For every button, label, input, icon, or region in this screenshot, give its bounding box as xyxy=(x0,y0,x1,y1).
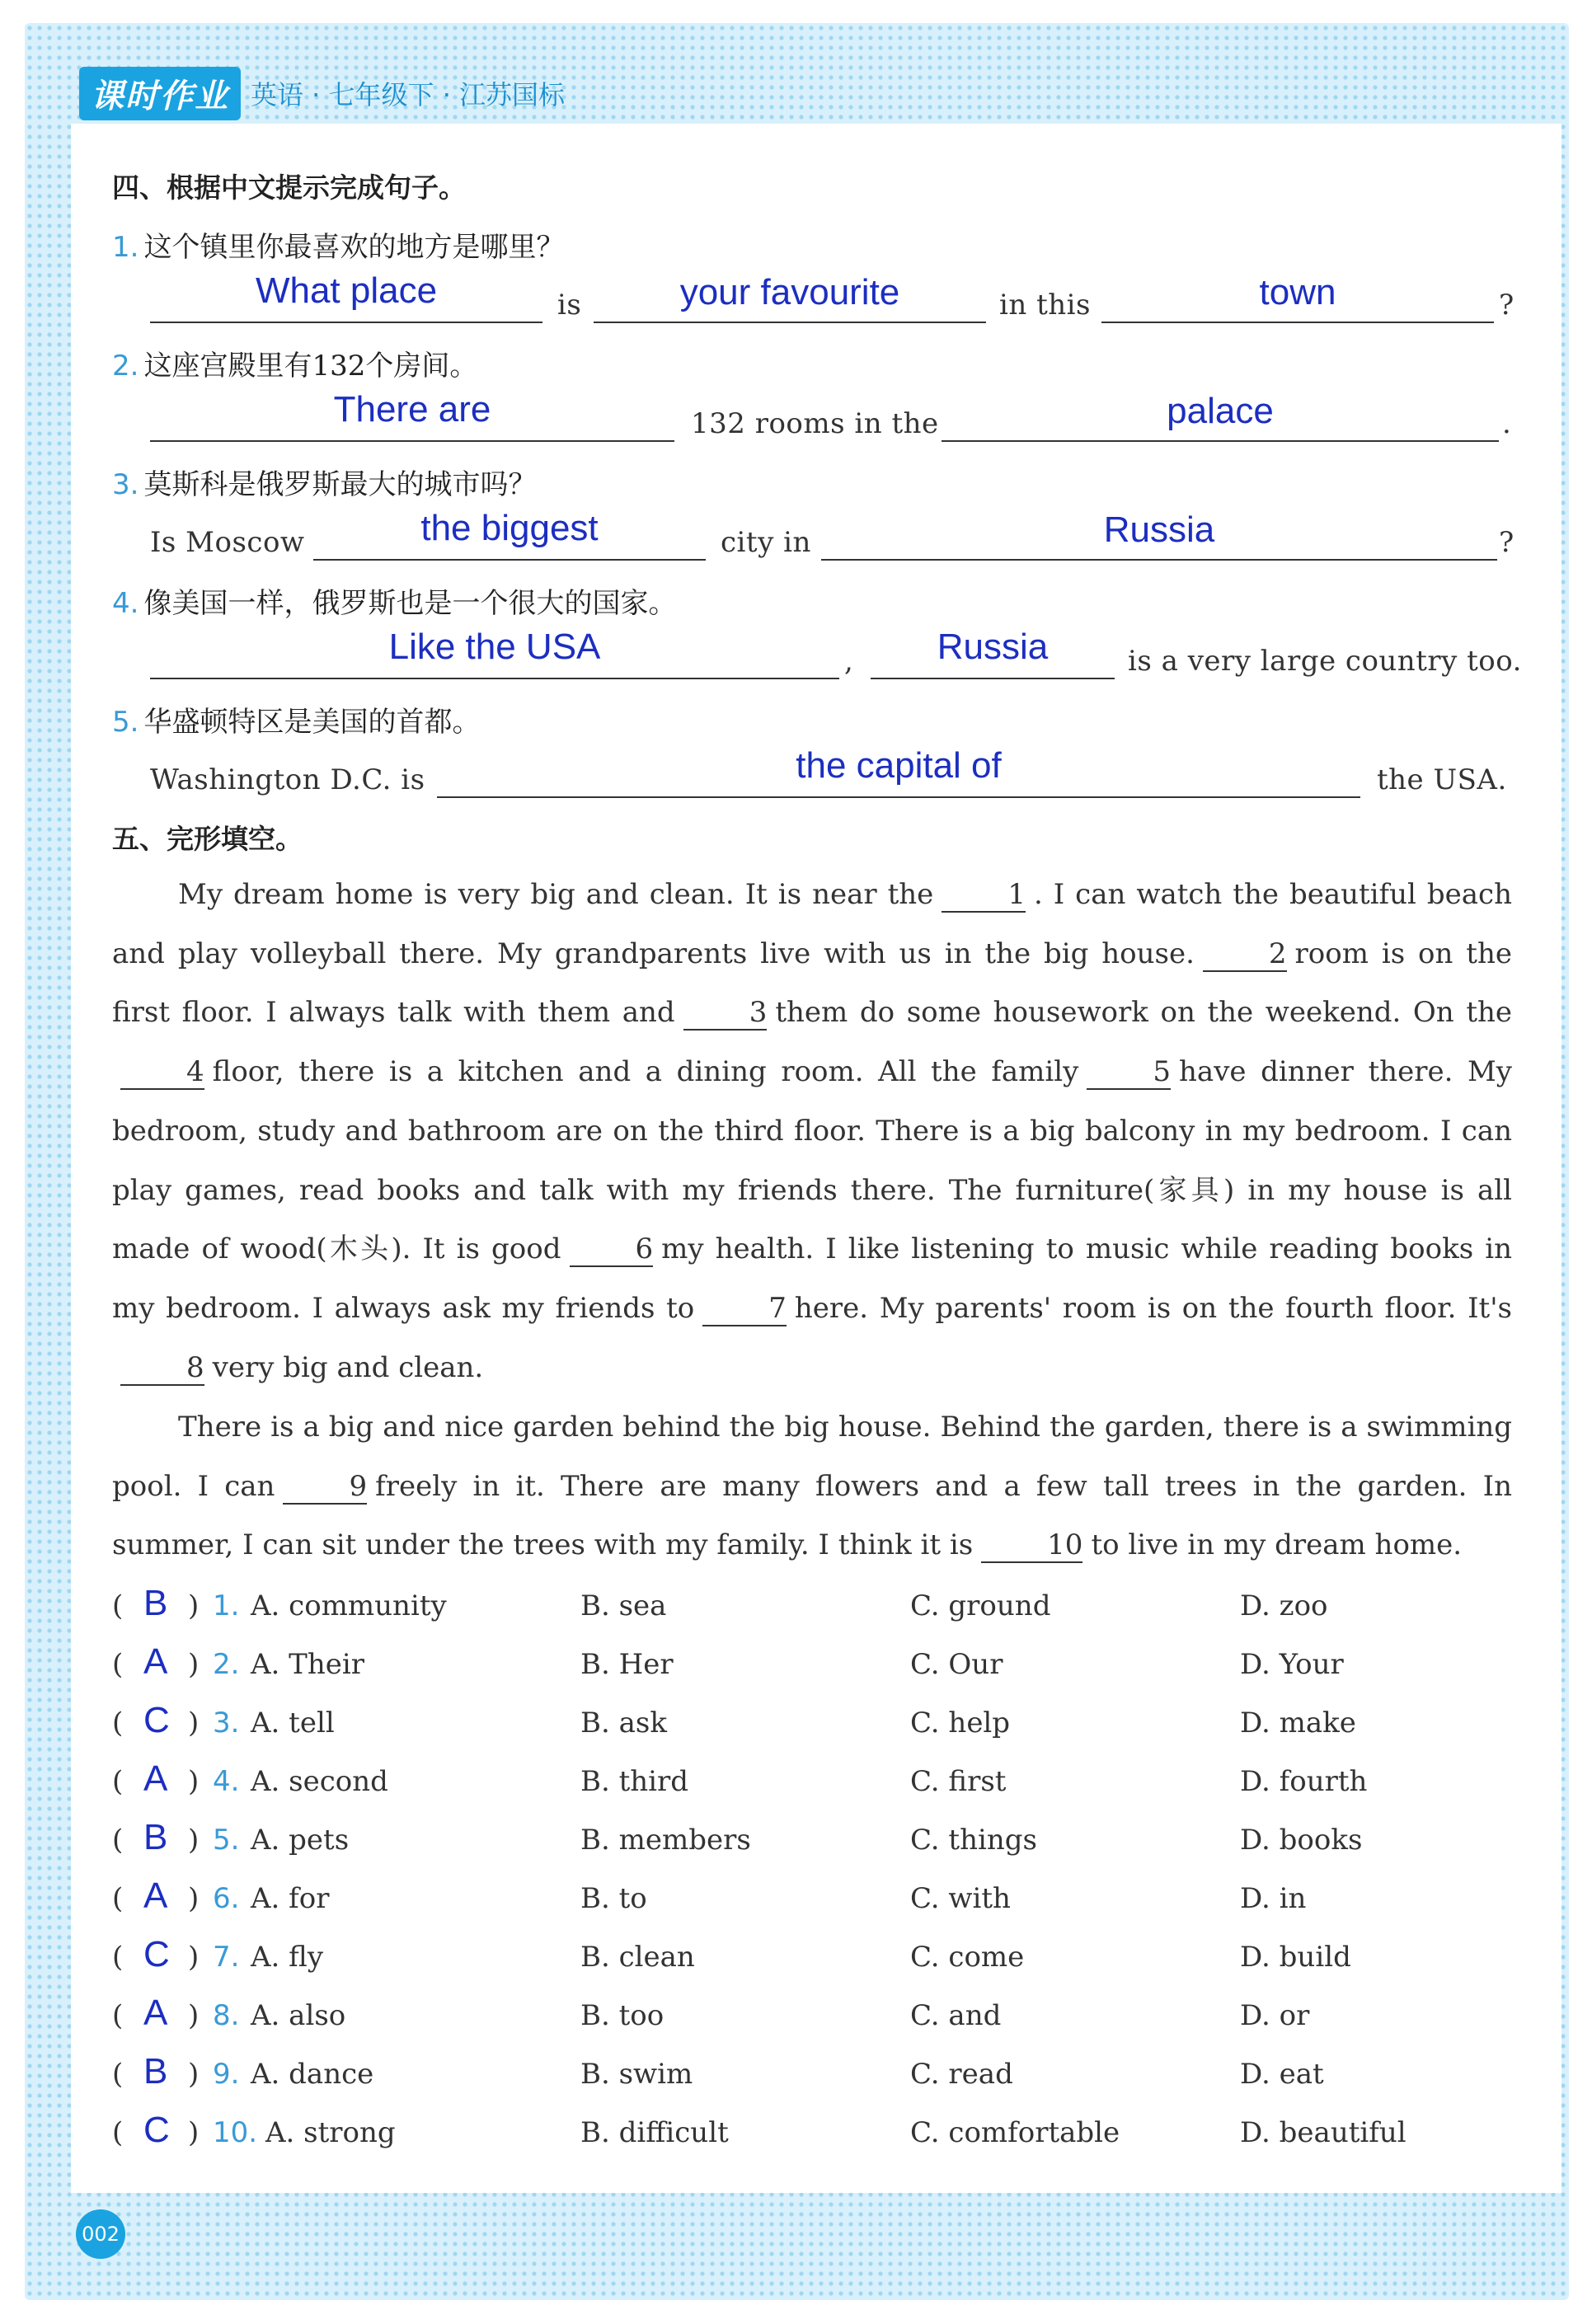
paren-open: ( xyxy=(112,1941,124,1974)
option-d[interactable]: D. books xyxy=(1240,1824,1363,1857)
option-b[interactable]: B. too xyxy=(580,1999,665,2032)
q4-prompt xyxy=(112,580,676,621)
question-number: 3. xyxy=(213,1707,240,1739)
chosen-answer[interactable]: B xyxy=(143,1817,168,1857)
p1-text: them do some housework on the weekend. On the xyxy=(775,996,1513,1030)
paren-close: ) xyxy=(188,2116,200,2149)
paren-open: ( xyxy=(112,2116,124,2149)
book-subtitle: 英语 · 七年级下 · 江苏国标 xyxy=(251,79,566,110)
cloze-blank-4[interactable]: 4 xyxy=(120,1055,204,1090)
option-c[interactable]: C. read xyxy=(910,2058,1013,2091)
paren-open: ( xyxy=(112,1882,124,1915)
paren-close: ) xyxy=(188,1882,200,1915)
chosen-answer[interactable]: A xyxy=(143,1876,168,1916)
paren-close: ) xyxy=(188,1707,200,1739)
option-b[interactable]: B. clean xyxy=(580,1941,695,1974)
paren-close: ) xyxy=(188,1999,200,2032)
question-number: 2. xyxy=(213,1648,240,1681)
option-b[interactable]: B. sea xyxy=(580,1589,667,1622)
q3-text-0: Is Moscow xyxy=(150,526,305,559)
cloze-paragraph-2 xyxy=(112,1398,1512,1575)
cloze-blank-6[interactable]: 6 xyxy=(570,1232,654,1267)
cloze-blank-2[interactable]: 2 xyxy=(1203,937,1287,972)
option-b[interactable]: B. swim xyxy=(580,2058,693,2091)
option-row-10 xyxy=(112,2110,1563,2166)
chosen-answer[interactable]: C xyxy=(143,1934,170,1974)
q4-answer-1: Like the USA xyxy=(388,627,601,667)
q1-chinese: 这个镇里你最喜欢的地方是哪里？ xyxy=(143,231,565,264)
page-number: 002 xyxy=(76,2209,125,2259)
option-b[interactable]: B. members xyxy=(580,1824,751,1857)
q2-prompt xyxy=(112,343,477,383)
paren-open: ( xyxy=(112,1765,124,1798)
option-c[interactable]: C. and xyxy=(910,1999,1002,2032)
p1-text: have dinner there. My bedroom, study and bathroom are on the third floor. There is a big balcony in my bedroom. I can play games, read books and talk with my friends there. The furniture(家具) in my house is all made of wood(木头). It is good xyxy=(112,1055,1512,1266)
p2-text: to live in my dream home. xyxy=(1091,1528,1463,1562)
question-number: 7. xyxy=(213,1941,240,1974)
q5-number: 5. xyxy=(112,706,139,739)
option-row-4 xyxy=(112,1758,1563,1815)
q4-blank-2[interactable] xyxy=(871,678,1115,679)
option-c[interactable]: C. Our xyxy=(910,1648,1003,1681)
q1-number: 1. xyxy=(112,231,139,264)
option-a[interactable]: A. community xyxy=(251,1589,447,1622)
question-number: 10. xyxy=(213,2116,258,2149)
q2-blank-2[interactable] xyxy=(942,440,1499,442)
q5-answer-1: the capital of xyxy=(796,745,1002,786)
option-d[interactable]: D. make xyxy=(1240,1707,1356,1739)
q2-end: . xyxy=(1502,407,1512,440)
paren-close: ) xyxy=(188,1824,200,1857)
option-c[interactable]: C. help xyxy=(910,1707,1011,1739)
q2-text-1: 132 rooms in the xyxy=(691,407,939,440)
q5-text-0: Washington D.C. is xyxy=(150,763,425,796)
option-d[interactable]: D. beautiful xyxy=(1240,2116,1407,2149)
paren-open: ( xyxy=(112,1999,124,2032)
cloze-blank-7[interactable]: 7 xyxy=(702,1292,787,1326)
option-a[interactable]: A. fly xyxy=(251,1941,324,1974)
option-d[interactable]: D. eat xyxy=(1240,2058,1324,2091)
question-number: 8. xyxy=(213,1999,240,2032)
q1-blank-1[interactable] xyxy=(150,322,542,323)
header xyxy=(79,68,565,119)
p1-text: room is on the first floor. I always talk with them and xyxy=(112,937,1512,1030)
q3-number: 3. xyxy=(112,468,139,501)
q5-prompt xyxy=(112,699,480,739)
q3-blank-1[interactable] xyxy=(313,559,706,561)
option-c[interactable]: C. first xyxy=(910,1765,1007,1798)
q5-blank-1[interactable] xyxy=(437,796,1360,798)
chosen-answer[interactable]: A xyxy=(143,1993,168,2033)
section-4-title: 四、根据中文提示完成句子。 xyxy=(112,171,466,204)
option-b[interactable]: B. difficult xyxy=(580,2116,729,2149)
q4-number: 4. xyxy=(112,587,139,620)
option-a[interactable]: A. strong xyxy=(265,2116,396,2149)
option-a[interactable]: A. Their xyxy=(251,1648,364,1681)
option-row-3 xyxy=(112,1700,1563,1756)
paren-close: ) xyxy=(188,1765,200,1798)
paren-open: ( xyxy=(112,1589,124,1622)
q4-answer-2: Russia xyxy=(937,627,1049,667)
option-a[interactable]: A. second xyxy=(251,1765,388,1798)
q3-text-1: city in xyxy=(721,526,811,559)
option-row-9 xyxy=(112,2051,1563,2107)
question-number: 6. xyxy=(213,1882,240,1915)
q4-text-2: is a very large country too. xyxy=(1128,645,1522,678)
option-a[interactable]: A. dance xyxy=(251,2058,374,2091)
p2-text: There is a big and nice garden behind the big house. Behind the garden, there is a swimming pool. I can xyxy=(112,1411,1512,1503)
chosen-answer[interactable]: B xyxy=(143,2051,168,2092)
option-b[interactable]: B. to xyxy=(580,1882,647,1915)
paren-close: ) xyxy=(188,1648,200,1681)
q4-blank-1[interactable] xyxy=(150,678,839,679)
q3-blank-2[interactable] xyxy=(821,559,1497,561)
paren-open: ( xyxy=(112,1707,124,1739)
brand-logo: 课时作业 xyxy=(79,67,241,120)
option-d[interactable]: D. build xyxy=(1240,1941,1351,1974)
option-row-6 xyxy=(112,1876,1563,1932)
option-d[interactable]: D. Your xyxy=(1240,1648,1344,1681)
paren-open: ( xyxy=(112,1824,124,1857)
p2-text: freely in it. There are many flowers and a few tall trees in the garden. In summer, I can sit under the trees with my family. I think it is xyxy=(112,1469,1512,1562)
chosen-answer[interactable]: B xyxy=(143,1583,168,1623)
option-b[interactable]: B. ask xyxy=(580,1707,667,1739)
q1-answer-3: town xyxy=(1259,272,1336,312)
option-d[interactable]: D. fourth xyxy=(1240,1765,1368,1798)
chosen-answer[interactable]: A xyxy=(143,1641,168,1682)
chosen-answer[interactable]: C xyxy=(143,2110,170,2150)
cloze-blank-9[interactable]: 9 xyxy=(283,1470,367,1505)
paren-close: ) xyxy=(188,1589,200,1622)
option-row-5 xyxy=(112,1817,1563,1873)
q1-answer-2: your favourite xyxy=(679,272,900,312)
chosen-answer[interactable]: C xyxy=(143,1700,170,1740)
q2-answer-2: palace xyxy=(1167,391,1274,431)
option-a[interactable]: A. also xyxy=(251,1999,346,2032)
question-number: 1. xyxy=(213,1589,240,1622)
cloze-blank-5[interactable]: 5 xyxy=(1087,1055,1171,1090)
q1-prompt xyxy=(112,224,564,265)
q1-text-2: in this xyxy=(999,289,1091,322)
cloze-paragraph-1 xyxy=(112,866,1512,1397)
q3-answer-2: Russia xyxy=(1103,509,1215,550)
cloze-blank-3[interactable]: 3 xyxy=(683,996,768,1031)
p1-text: very big and clean. xyxy=(212,1350,484,1384)
q3-end: ? xyxy=(1499,526,1515,559)
q1-end: ? xyxy=(1499,289,1515,322)
q2-answer-1: There are xyxy=(333,389,491,430)
question-number: 9. xyxy=(213,2058,240,2091)
cloze-blank-8[interactable]: 8 xyxy=(120,1351,204,1386)
paren-close: ) xyxy=(188,2058,200,2091)
p1-text: My dream home is very big and clean. It is near the xyxy=(178,878,934,911)
q1-blank-2[interactable] xyxy=(594,322,986,323)
q3-answer-1: the biggest xyxy=(420,508,599,548)
paren-open: ( xyxy=(112,2058,124,2091)
paren-close: ) xyxy=(188,1941,200,1974)
chosen-answer[interactable]: A xyxy=(143,1758,168,1799)
q4-comma: , xyxy=(844,645,854,678)
option-c[interactable]: C. things xyxy=(910,1824,1037,1857)
option-b[interactable]: B. third xyxy=(580,1765,689,1798)
q4-chinese: 像美国一样，俄罗斯也是一个很大的国家。 xyxy=(143,587,677,620)
paren-open: ( xyxy=(112,1648,124,1681)
cloze-blank-10[interactable]: 10 xyxy=(981,1528,1082,1563)
q2-blank-1[interactable] xyxy=(150,440,674,442)
option-c[interactable]: C. comfortable xyxy=(910,2116,1120,2149)
option-d[interactable]: D. zoo xyxy=(1240,1589,1328,1622)
option-row-2 xyxy=(112,1641,1563,1697)
q3-prompt xyxy=(112,462,536,502)
q5-chinese: 华盛顿特区是美国的首都。 xyxy=(143,706,481,739)
q1-text-1: is xyxy=(557,289,582,322)
q2-chinese: 这座宫殿里有132个房间。 xyxy=(143,350,478,383)
question-number: 5. xyxy=(213,1824,240,1857)
option-a[interactable]: A. pets xyxy=(251,1824,350,1857)
option-row-7 xyxy=(112,1934,1563,1990)
cloze-blank-1[interactable]: 1 xyxy=(942,878,1026,913)
option-c[interactable]: C. come xyxy=(910,1941,1025,1974)
option-d[interactable]: D. in xyxy=(1240,1882,1307,1915)
option-c[interactable]: C. with xyxy=(910,1882,1011,1915)
option-row-8 xyxy=(112,1993,1563,2049)
option-a[interactable]: A. tell xyxy=(251,1707,335,1739)
p1-text: . I can watch the beautiful beach and play volleyball there. My grandparents live with us in the big house. xyxy=(112,878,1512,970)
option-b[interactable]: B. Her xyxy=(580,1648,674,1681)
option-d[interactable]: D. or xyxy=(1240,1999,1310,2032)
q3-chinese: 莫斯科是俄罗斯最大的城市吗？ xyxy=(143,468,537,501)
q1-answer-1: What place xyxy=(255,270,438,311)
question-number: 4. xyxy=(213,1765,240,1798)
p1-text: floor, there is a kitchen and a dining room. All the family xyxy=(212,1055,1079,1089)
section-5-title: 五、完形填空。 xyxy=(112,823,303,855)
p1-text: my health. I like listening to music while reading books in my bedroom. I always ask my friends to xyxy=(112,1232,1512,1325)
option-row-1 xyxy=(112,1583,1563,1639)
option-c[interactable]: C. ground xyxy=(910,1589,1051,1622)
q5-text-1: the USA. xyxy=(1377,763,1507,796)
q2-number: 2. xyxy=(112,350,139,383)
p1-text: here. My parents' room is on the fourth floor. It's xyxy=(794,1291,1512,1325)
q1-blank-3[interactable] xyxy=(1101,322,1494,323)
option-a[interactable]: A. for xyxy=(251,1882,330,1915)
